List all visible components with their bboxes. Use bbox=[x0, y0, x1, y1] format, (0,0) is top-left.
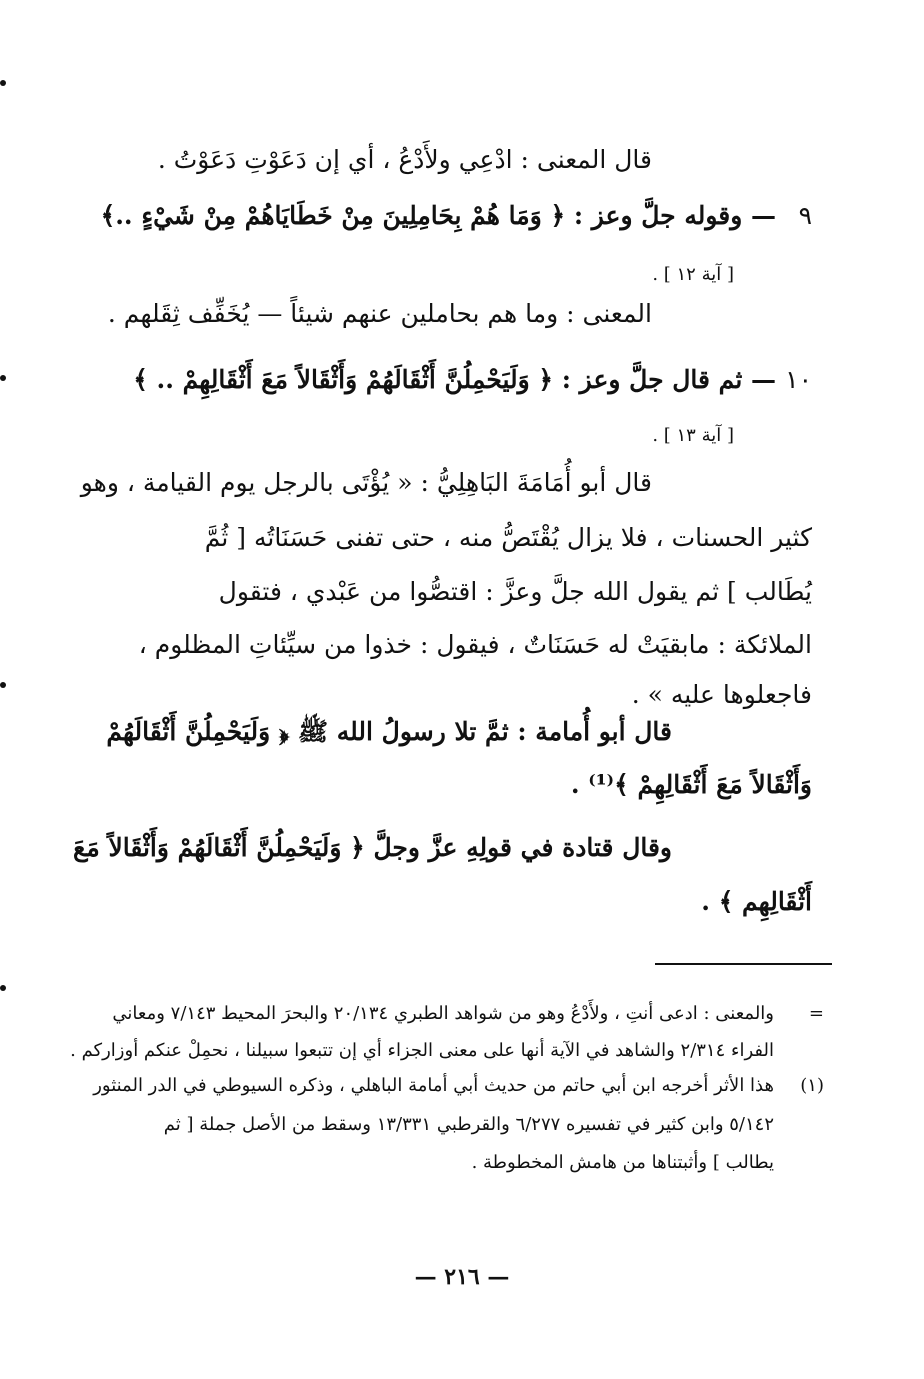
paragraph-line: فاجعلوها عليه » . bbox=[631, 680, 812, 709]
footnote-line: الفراء ٢/٣١٤ والشاهد في الآية أنها على معنى الجزاء أي إن تتبعوا سبيلنا ، نحمِلْ عنكم أوزاركم . bbox=[70, 1040, 774, 1061]
footnote-marker: (١) bbox=[800, 1075, 824, 1096]
footnote-line: هذا الأثر أخرجه ابن أبي حاتم من حديث أبي أمامة الباهلي ، وذكره السيوطي في الدر المنثور bbox=[93, 1075, 774, 1096]
item-10-ref: [ آية ١٣ ] . bbox=[652, 425, 734, 446]
paragraph-line: كثير الحسنات ، فلا يزال يُقْتَصُّ منه ، حتى تفنى حَسَنَاتُه [ ثُمَّ bbox=[204, 523, 812, 552]
item-10-verse: — ثم قال جلَّ وعز : ﴿ وَلَيَحْمِلُنَّ أَثْقَالَهُمْ وَأَثْقَالاً مَعَ أَثْقَالِهِمْ .. ﴾ bbox=[133, 365, 776, 394]
paragraph-line: قال أبو أُمَامَةَ البَاهِلِيُّ : « يُؤْتَى بالرجل يوم القيامة ، وهو bbox=[80, 468, 652, 497]
page-number: — ٢١٦ — bbox=[414, 1264, 510, 1290]
paragraph-line: الملائكة : مابقيَتْ له حَسَنَاتٌ ، فيقول : خذوا من سيِّئاتِ المظلوم ، bbox=[138, 630, 812, 659]
item-9-ref: [ آية ١٢ ] . bbox=[652, 264, 734, 285]
paragraph-line: أَثْقَالِهِم ﴾ . bbox=[701, 887, 812, 916]
meaning-line: قال المعنى : ادْعِي ولأَدْعُ ، أي إن دَعَوْتِ دَعَوْتُ . bbox=[157, 145, 652, 174]
item-9-verse: — وقوله جلَّ وعز : ﴿ وَمَا هُمْ بِحَامِلِينَ مِنْ خَطَايَاهُمْ مِنْ شَيْءٍ ..﴾ bbox=[100, 201, 776, 230]
item-9-number: ٩ bbox=[798, 201, 812, 230]
item-9-meaning: المعنى : وما هم بحاملين عنهم شيئاً — يُخَفِّف ثِقَلهم . bbox=[107, 299, 652, 328]
paragraph-line: وَأَثْقَالاً مَعَ أَثْقَالِهِمْ ﴾⁽¹⁾ . bbox=[570, 770, 812, 799]
paragraph-line: قال أبو أُمامة : ثمَّ تلا رسولُ الله ﷺ ﴿ وَلَيَحْمِلُنَّ أَثْقَالَهُمْ bbox=[106, 717, 672, 746]
footnote-line: ٥/١٤٢ وابن كثير في تفسيره ٦/٢٧٧ والقرطبي ١٣/٣٣١ وسقط من الأصل جملة [ ثم bbox=[163, 1114, 774, 1135]
margin-mark bbox=[0, 682, 6, 688]
footnote-marker: = bbox=[808, 1003, 824, 1024]
item-10-number: ١٠ bbox=[785, 365, 812, 394]
footnote-line: والمعنى : ادعى أنتِ ، ولأَدْعُ وهو من شواهد الطبري ٢٠/١٣٤ والبحرَ المحيط ٧/١٤٣ ومعاني bbox=[112, 1003, 774, 1024]
footnote-line: يطالب ] وأثبتناها من هامش المخطوطة . bbox=[471, 1152, 774, 1173]
margin-mark bbox=[0, 80, 6, 86]
paragraph-line: وقال قتادة في قولِهِ عزَّ وجلَّ ﴿ وَلَيَحْمِلُنَّ أَثْقَالَهُمْ وَأَثْقَالاً مَعَ bbox=[73, 833, 672, 862]
margin-mark bbox=[0, 985, 6, 991]
paragraph-line: يُطَالب ] ثم يقول الله جلَّ وعزَّ : اقتصُّوا من عَبْدي ، فتقول bbox=[218, 577, 812, 606]
margin-mark bbox=[0, 375, 6, 381]
footnote-separator bbox=[655, 963, 832, 965]
